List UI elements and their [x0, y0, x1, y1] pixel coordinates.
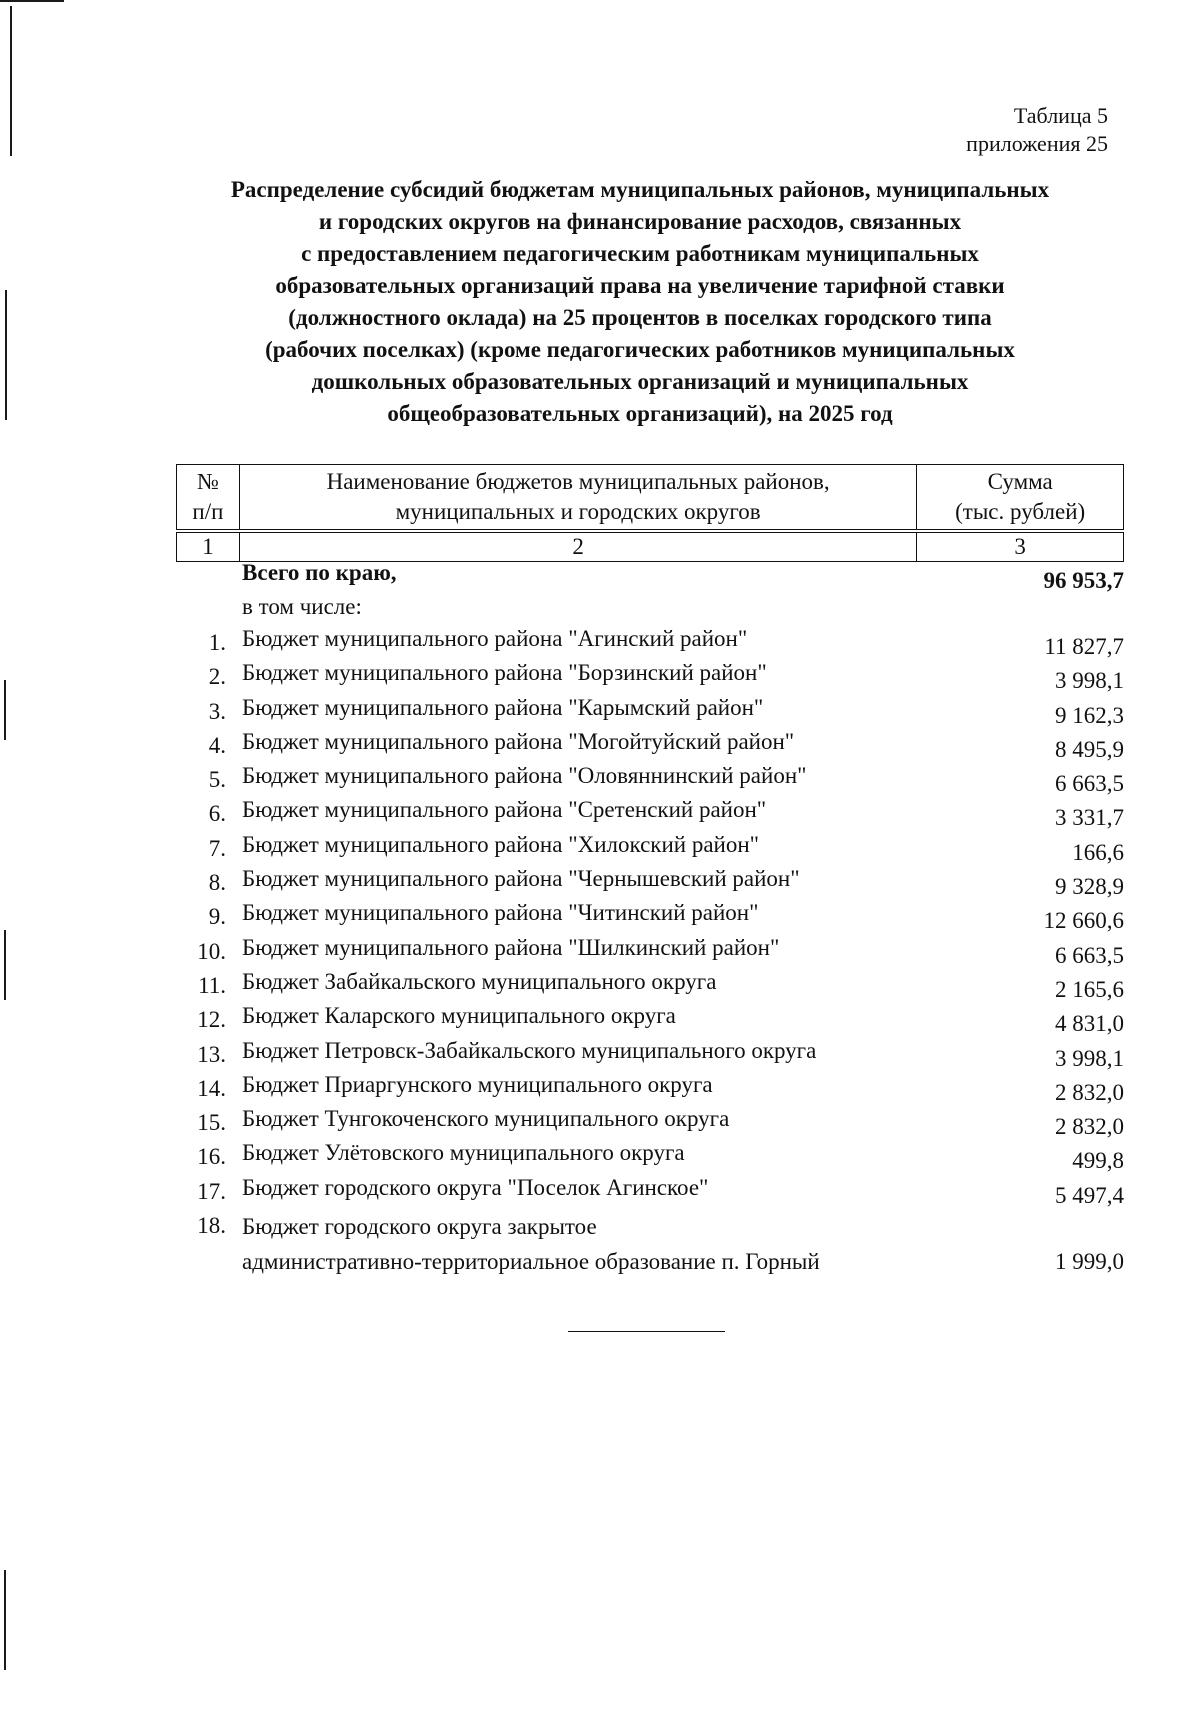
row-number: 18.: [197, 1213, 226, 1239]
row-name: Бюджет муниципального района "Чернышевский район": [242, 866, 800, 892]
appendix-label: приложения 25: [966, 131, 1108, 156]
table-row: [176, 969, 1124, 1003]
including-row: [176, 594, 1124, 626]
row-number: 14.: [197, 1075, 226, 1101]
table-body: [176, 560, 1124, 1279]
scan-mark-left: [4, 1570, 6, 1670]
row-name: Бюджет муниципального района "Карымский район": [242, 694, 764, 720]
row-name: Бюджет муниципального района "Читинский район": [242, 900, 759, 926]
row-name: Бюджет муниципального района "Борзинский район": [242, 660, 767, 686]
row-name: Бюджет муниципального района "Агинский район": [242, 626, 748, 651]
scan-mark-left: [10, 6, 12, 156]
total-label: Всего по краю,: [242, 560, 397, 585]
title-line: Распределение субсидий бюджетам муниципальных районов, муниципальных: [230, 177, 1050, 202]
row-name: Бюджет Тунгокоченского муниципального округа: [242, 1106, 730, 1132]
row-number: 15.: [197, 1110, 226, 1136]
row-name: Бюджет городского округа "Поселок Агинское": [242, 1174, 709, 1200]
table-label: Таблица 5: [1013, 103, 1108, 128]
row-amount: 8 495,9: [1055, 736, 1124, 762]
row-amount: 5 497,4: [1055, 1182, 1124, 1208]
row-number: 12.: [197, 1007, 226, 1033]
row-amount: 3 331,7: [1055, 805, 1124, 831]
row-amount: 166,6: [1072, 839, 1124, 865]
scan-mark-top: [0, 0, 64, 2]
table-row: [176, 1072, 1124, 1106]
table-row: [176, 1003, 1124, 1037]
row-amount: 3 998,1: [1055, 1045, 1124, 1071]
row-name: Бюджет муниципального района "Хилокский район": [242, 831, 760, 857]
row-amount: 9 328,9: [1055, 874, 1124, 900]
row-name: Бюджет муниципального района "Могойтуйский район": [242, 728, 795, 754]
row-name: Бюджет Приаргунского муниципального округа: [242, 1071, 713, 1097]
row-number: 9.: [208, 904, 226, 930]
col-name-header: Наименование бюджетов муниципальных районов, муниципальных и городских округов: [239, 465, 916, 530]
title-line: дошкольных образовательных организаций и муниципальных: [311, 369, 969, 394]
total-row: [176, 560, 1124, 594]
table-row: [176, 866, 1124, 900]
row-name: Бюджет муниципального района "Сретенский район": [242, 797, 767, 823]
row-number: 7.: [208, 835, 226, 861]
row-number: 4.: [208, 732, 226, 758]
row-amount: 6 663,5: [1055, 942, 1124, 968]
row-name: Бюджет Каларского муниципального округа: [242, 1003, 676, 1029]
table-row: [176, 1140, 1124, 1174]
end-divider: [568, 1331, 725, 1332]
scan-mark-left: [5, 290, 7, 420]
row-number: 17.: [197, 1178, 226, 1204]
row-name: Бюджет муниципального района "Оловяннинский район": [242, 763, 807, 789]
table-row: [176, 1106, 1124, 1140]
table-row: [176, 900, 1124, 934]
col-index-1: 1: [177, 533, 240, 562]
row-number: 13.: [197, 1041, 226, 1067]
title-line: и городских округов на финансирование расходов, связанных: [318, 209, 962, 234]
table-row: [176, 626, 1124, 660]
row-name: Бюджет муниципального района "Шилкинский район": [242, 934, 780, 960]
document-header: [966, 102, 1108, 158]
row-amount: 4 831,0: [1055, 1011, 1124, 1037]
table-row: [176, 797, 1124, 831]
row-number: 11.: [198, 972, 226, 998]
row-number: 10.: [197, 938, 226, 964]
table-row: [176, 1209, 1124, 1279]
row-amount: 1 999,0: [1055, 1249, 1124, 1275]
row-amount: 499,8: [1072, 1148, 1124, 1174]
table-row: [176, 832, 1124, 866]
row-number: 8.: [208, 870, 226, 896]
col-index-3: 3: [917, 533, 1124, 562]
table-header: [176, 464, 1124, 562]
title-line: общеобразовательных организаций), на 2025 год: [387, 401, 893, 426]
row-amount: 2 832,0: [1055, 1114, 1124, 1140]
including-label: в том числе:: [242, 594, 362, 619]
row-amount: 6 663,5: [1055, 771, 1124, 797]
scan-mark-left: [4, 680, 6, 740]
row-name: Бюджет Забайкальского муниципального округа: [242, 968, 717, 994]
table-row: [176, 1038, 1124, 1072]
row-number: 3.: [208, 698, 226, 724]
table-row: [176, 935, 1124, 969]
row-number: 1.: [208, 630, 226, 655]
col-amount-header: Сумма (тыс. рублей): [917, 465, 1124, 530]
row-number: 2.: [208, 664, 226, 690]
row-number: 16.: [197, 1144, 226, 1170]
scan-mark-left: [4, 930, 6, 1000]
row-name: Бюджет Петровск-Забайкальского муниципального округа: [242, 1037, 817, 1063]
row-number: 5.: [208, 767, 226, 793]
document-title: [160, 174, 1120, 430]
col-index-2: 2: [239, 533, 916, 562]
title-line: (должностного оклада) на 25 процентов в поселках городского типа: [288, 305, 992, 330]
row-amount: 2 832,0: [1055, 1079, 1124, 1105]
title-line: с предоставлением педагогическим работникам муниципальных: [301, 241, 979, 266]
table-row: [176, 1175, 1124, 1209]
table-row: [176, 763, 1124, 797]
title-line: образовательных организаций права на увеличение тарифной ставки: [275, 273, 1005, 298]
row-amount: 3 998,1: [1055, 668, 1124, 694]
row-amount: 12 660,6: [1043, 908, 1124, 934]
row-amount: 9 162,3: [1055, 702, 1124, 728]
row-number: 6.: [208, 801, 226, 827]
col-number-header: № п/п: [177, 465, 240, 530]
total-value: 96 953,7: [1043, 568, 1124, 593]
row-name: Бюджет городского округа закрытое административно-территориальное образование п. Горный: [242, 1214, 820, 1275]
row-amount: 2 165,6: [1055, 976, 1124, 1002]
table-row: [176, 660, 1124, 694]
table-row: [176, 729, 1124, 763]
row-name: Бюджет Улётовского муниципального округа: [242, 1140, 685, 1166]
table-row: [176, 695, 1124, 729]
row-amount: 11 827,7: [1044, 634, 1124, 659]
title-line: (рабочих поселках) (кроме педагогических работников муниципальных: [265, 337, 1015, 362]
